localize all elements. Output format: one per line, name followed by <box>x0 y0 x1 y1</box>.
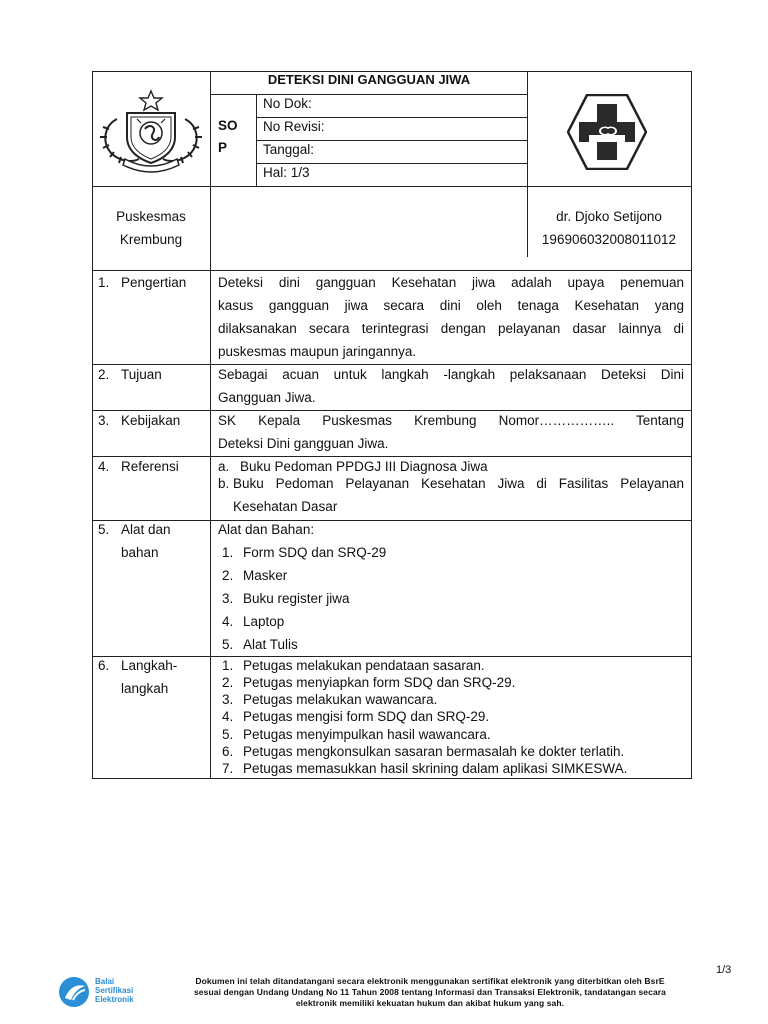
bsre-name-line3: Elektronik <box>95 995 134 1004</box>
sop-label-line2: P <box>218 140 228 155</box>
pengertian-text-line: dilaksanakan secara terintegrasi dengan pelayanan dasar lainnya di <box>218 321 684 336</box>
list-item: 3. Buku register jiwa <box>222 591 350 606</box>
footer-disclaimer-line3: elektronik memiliki kekuatan hukum dan akibat hukum yang sah. <box>295 998 565 1008</box>
document-title: DETEKSI DINI GANGGUAN JIWA <box>267 72 471 87</box>
list-item: 2. Masker <box>222 568 288 583</box>
bsre-name-line1: Balai <box>95 977 115 986</box>
section-number: 4. <box>98 459 110 474</box>
kebijakan-text-line: Deteksi Dini gangguan Jiwa. <box>218 436 389 451</box>
section-label-pengertian: Pengertian <box>121 275 187 290</box>
list-item: 5. Alat Tulis <box>222 637 298 652</box>
list-item: 1. Form SDQ dan SRQ-29 <box>222 545 387 560</box>
bsre-logo <box>58 976 158 1008</box>
tanggal-field: Tanggal: <box>263 142 315 157</box>
referensi-item: Buku Pedoman Pelayanan Kesehatan Jiwa di Fasilitas Pelayanan <box>233 476 684 491</box>
section-label-tujuan: Tujuan <box>121 367 162 382</box>
no-dok-field: No Dok: <box>263 96 312 111</box>
list-item: 2. Petugas menyiapkan form SDQ dan SRQ-29. <box>222 675 516 690</box>
footer-disclaimer-line1: Dokumen ini telah ditandatangani secara elektronik menggunakan sertifikat elektronik yang diterbitkan oleh BsrE <box>195 976 665 986</box>
referensi-item: Buku Pedoman PPDGJ III Diagnosa Jiwa <box>240 459 488 474</box>
tujuan-text-line: Sebagai acuan untuk langkah -langkah pelaksanaan Deteksi Dini <box>218 367 684 382</box>
signer-name: dr. Djoko Setijono <box>556 209 662 224</box>
tujuan-text-line: Gangguan Jiwa. <box>218 390 316 405</box>
province-emblem-logo <box>97 89 205 173</box>
section-label-kebijakan: Kebijakan <box>121 413 181 428</box>
section-label-referensi: Referensi <box>121 459 179 474</box>
section-label-langkah-line1: Langkah- <box>121 658 178 673</box>
referensi-item-continued: Kesehatan Dasar <box>233 499 338 514</box>
kebijakan-text-line: SK Kepala Puskesmas Krembung Nomor…………….. Tentang <box>218 413 684 428</box>
referensi-marker: b. <box>218 476 230 491</box>
org-name-line2: Krembung <box>119 232 183 247</box>
section-number: 1. <box>98 275 110 290</box>
section-number: 5. <box>98 522 110 537</box>
section-label-alat-line2: bahan <box>121 545 159 560</box>
section-number: 6. <box>98 658 110 673</box>
sop-label-line1: SO <box>218 118 238 133</box>
referensi-marker: a. <box>218 459 230 474</box>
org-name-line1: Puskesmas <box>116 209 186 224</box>
section-label-alat-line1: Alat dan <box>121 522 171 537</box>
signer-nip: 196906032008011012 <box>541 232 677 247</box>
section-label-langkah-line2: langkah <box>121 681 169 696</box>
section-number: 3. <box>98 413 110 428</box>
puskesmas-logo <box>567 94 647 170</box>
bsre-name-line2: Sertifikasi <box>95 986 134 995</box>
pengertian-text-line: puskesmas maupun jaringannya. <box>218 344 417 359</box>
hal-field: Hal: 1/3 <box>263 165 310 180</box>
list-item: 4. Laptop <box>222 614 285 629</box>
alat-heading: Alat dan Bahan: <box>218 522 315 537</box>
list-item: 7. Petugas memasukkan hasil skrining dalam aplikasi SIMKESWA. <box>222 761 628 776</box>
page-number: 1/3 <box>716 964 732 976</box>
no-revisi-field: No Revisi: <box>263 119 325 134</box>
list-item: 3. Petugas melakukan wawancara. <box>222 692 438 707</box>
list-item: 4. Petugas mengisi form SDQ dan SRQ-29. <box>222 709 490 724</box>
list-item: 5. Petugas menyimpulkan hasil wawancara. <box>222 727 491 742</box>
footer-disclaimer-line2: sesuai dengan Undang Undang No 11 Tahun 2008 tentang Informasi dan Transaksi Elektronik, tandatangan secara <box>193 987 667 997</box>
list-item: 1. Petugas melakukan pendataan sasaran. <box>222 658 485 673</box>
pengertian-text-line: kasus gangguan jiwa secara dini oleh tenaga Kesehatan yang <box>218 298 684 313</box>
bsre-emblem-icon <box>58 976 92 1008</box>
section-number: 2. <box>98 367 110 382</box>
list-item: 6. Petugas mengkonsulkan sasaran bermasalah ke dokter terlatih. <box>222 744 625 759</box>
pengertian-text-line: Deteksi dini gangguan Kesehatan jiwa adalah upaya penemuan <box>218 275 684 290</box>
